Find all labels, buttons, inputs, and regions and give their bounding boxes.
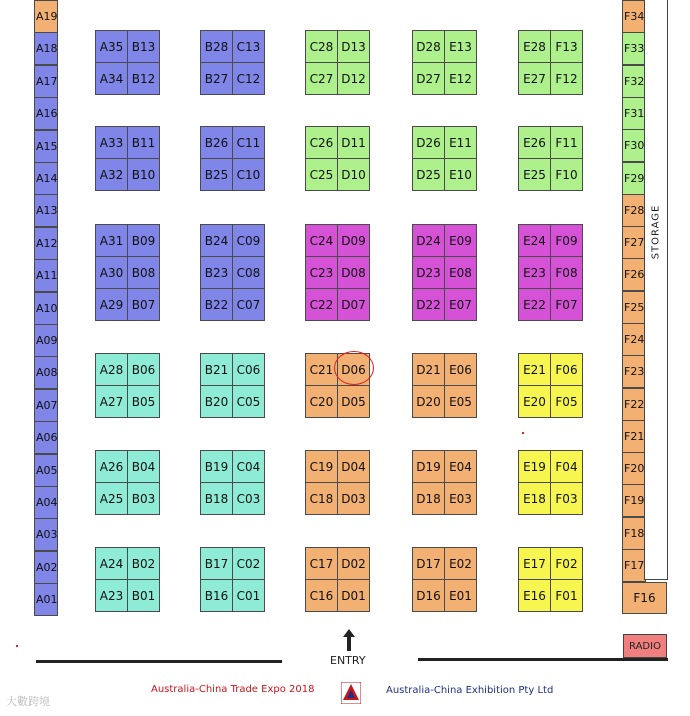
- booth-e21[interactable]: E21: [518, 353, 551, 386]
- booth-f10[interactable]: F10: [550, 158, 583, 191]
- booth-e07[interactable]: E07: [444, 288, 477, 321]
- booth-d05[interactable]: D05: [337, 385, 370, 418]
- booth-c20[interactable]: C20: [305, 385, 338, 418]
- booth-a24[interactable]: A24: [95, 547, 128, 580]
- booth-b22[interactable]: B22: [200, 288, 233, 321]
- booth-c03[interactable]: C03: [232, 482, 265, 515]
- booth-a25[interactable]: A25: [95, 482, 128, 515]
- booth-a11[interactable]: A11: [34, 259, 58, 292]
- booth-a31[interactable]: A31: [95, 224, 128, 257]
- booth-c09[interactable]: C09: [232, 224, 265, 257]
- booth-b13[interactable]: B13: [127, 30, 160, 63]
- booth-e04[interactable]: E04: [444, 450, 477, 483]
- booth-f03[interactable]: F03: [550, 482, 583, 515]
- booth-e03[interactable]: E03: [444, 482, 477, 515]
- booth-d11[interactable]: D11: [337, 126, 370, 159]
- booth-e26[interactable]: E26: [518, 126, 551, 159]
- booth-b26[interactable]: B26: [200, 126, 233, 159]
- booth-a26[interactable]: A26: [95, 450, 128, 483]
- marker-dot: [522, 432, 524, 434]
- booth-a01[interactable]: A01: [34, 583, 58, 616]
- booth-b23[interactable]: B23: [200, 256, 233, 289]
- booth-e23[interactable]: E23: [518, 256, 551, 289]
- booth-d25[interactable]: D25: [412, 158, 445, 191]
- booth-a03[interactable]: A03: [34, 518, 58, 551]
- booth-b17[interactable]: B17: [200, 547, 233, 580]
- booth-c23[interactable]: C23: [305, 256, 338, 289]
- booth-a08[interactable]: A08: [34, 356, 58, 389]
- booth-a17[interactable]: A17: [34, 65, 58, 98]
- booth-d07[interactable]: D07: [337, 288, 370, 321]
- booth-e06[interactable]: E06: [444, 353, 477, 386]
- booth-f28[interactable]: F28: [622, 194, 646, 227]
- booth-a07[interactable]: A07: [34, 389, 58, 422]
- booth-f24[interactable]: F24: [622, 323, 646, 356]
- booth-b05[interactable]: B05: [127, 385, 160, 418]
- booth-d19[interactable]: D19: [412, 450, 445, 483]
- entry-arrow-icon: [343, 629, 355, 651]
- booth-b18[interactable]: B18: [200, 482, 233, 515]
- booth-d28[interactable]: D28: [412, 30, 445, 63]
- booth-c13[interactable]: C13: [232, 30, 265, 63]
- booth-c07[interactable]: C07: [232, 288, 265, 321]
- booth-f26[interactable]: F26: [622, 258, 646, 291]
- booth-b06[interactable]: B06: [127, 353, 160, 386]
- booth-a12[interactable]: A12: [34, 227, 58, 260]
- booth-d08[interactable]: D08: [337, 256, 370, 289]
- booth-d02[interactable]: D02: [337, 547, 370, 580]
- booth-e18[interactable]: E18: [518, 482, 551, 515]
- booth-a32[interactable]: A32: [95, 158, 128, 191]
- booth-e16[interactable]: E16: [518, 579, 551, 612]
- booth-b21[interactable]: B21: [200, 353, 233, 386]
- booth-c19[interactable]: C19: [305, 450, 338, 483]
- booth-b07[interactable]: B07: [127, 288, 160, 321]
- booth-e01[interactable]: E01: [444, 579, 477, 612]
- booth-c26[interactable]: C26: [305, 126, 338, 159]
- booth-a10[interactable]: A10: [34, 292, 58, 325]
- booth-e17[interactable]: E17: [518, 547, 551, 580]
- booth-b03[interactable]: B03: [127, 482, 160, 515]
- booth-d18[interactable]: D18: [412, 482, 445, 515]
- booth-f21[interactable]: F21: [622, 420, 646, 453]
- booth-c05[interactable]: C05: [232, 385, 265, 418]
- booth-e05[interactable]: E05: [444, 385, 477, 418]
- radio-booth[interactable]: RADIO: [623, 634, 667, 658]
- booth-c28[interactable]: C28: [305, 30, 338, 63]
- booth-c16[interactable]: C16: [305, 579, 338, 612]
- booth-f22[interactable]: F22: [622, 388, 646, 421]
- booth-f11[interactable]: F11: [550, 126, 583, 159]
- booth-d06[interactable]: D06: [337, 353, 370, 386]
- footer-organizer: Australia-China Exhibition Pty Ltd: [386, 685, 554, 696]
- booth-f25[interactable]: F25: [622, 291, 646, 324]
- booth-a30[interactable]: A30: [95, 256, 128, 289]
- marker-dot: [16, 645, 18, 647]
- booth-a28[interactable]: A28: [95, 353, 128, 386]
- booth-e27[interactable]: E27: [518, 62, 551, 95]
- booth-d24[interactable]: D24: [412, 224, 445, 257]
- booth-d16[interactable]: D16: [412, 579, 445, 612]
- booth-b12[interactable]: B12: [127, 62, 160, 95]
- booth-f08[interactable]: F08: [550, 256, 583, 289]
- booth-a29[interactable]: A29: [95, 288, 128, 321]
- booth-d01[interactable]: D01: [337, 579, 370, 612]
- booth-b04[interactable]: B04: [127, 450, 160, 483]
- booth-a16[interactable]: A16: [34, 97, 58, 130]
- wall-right: [418, 658, 668, 661]
- booth-c17[interactable]: C17: [305, 547, 338, 580]
- booth-d27[interactable]: D27: [412, 62, 445, 95]
- booth-d20[interactable]: D20: [412, 385, 445, 418]
- booth-c11[interactable]: C11: [232, 126, 265, 159]
- booth-f17[interactable]: F17: [622, 549, 646, 582]
- booth-c12[interactable]: C12: [232, 62, 265, 95]
- booth-f09[interactable]: F09: [550, 224, 583, 257]
- booth-f16[interactable]: F16: [622, 582, 667, 614]
- booth-f18[interactable]: F18: [622, 517, 646, 550]
- wall-left: [36, 660, 282, 663]
- booth-f30[interactable]: F30: [622, 129, 646, 162]
- booth-b10[interactable]: B10: [127, 158, 160, 191]
- booth-e19[interactable]: E19: [518, 450, 551, 483]
- booth-a04[interactable]: A04: [34, 486, 58, 519]
- booth-f34[interactable]: F34: [622, 0, 646, 33]
- booth-f27[interactable]: F27: [622, 226, 646, 259]
- booth-b28[interactable]: B28: [200, 30, 233, 63]
- booth-c25[interactable]: C25: [305, 158, 338, 191]
- booth-b09[interactable]: B09: [127, 224, 160, 257]
- booth-f32[interactable]: F32: [622, 65, 646, 98]
- booth-b19[interactable]: B19: [200, 450, 233, 483]
- booth-f20[interactable]: F20: [622, 452, 646, 485]
- booth-d17[interactable]: D17: [412, 547, 445, 580]
- booth-b11[interactable]: B11: [127, 126, 160, 159]
- booth-b16[interactable]: B16: [200, 579, 233, 612]
- booth-d03[interactable]: D03: [337, 482, 370, 515]
- booth-a05[interactable]: A05: [34, 454, 58, 487]
- booth-f04[interactable]: F04: [550, 450, 583, 483]
- booth-d12[interactable]: D12: [337, 62, 370, 95]
- booth-b08[interactable]: B08: [127, 256, 160, 289]
- booth-a23[interactable]: A23: [95, 579, 128, 612]
- booth-a13[interactable]: A13: [34, 194, 58, 227]
- booth-c22[interactable]: C22: [305, 288, 338, 321]
- booth-f13[interactable]: F13: [550, 30, 583, 63]
- storage-label: STORAGE: [650, 204, 662, 260]
- booth-a33[interactable]: A33: [95, 126, 128, 159]
- booth-e11[interactable]: E11: [444, 126, 477, 159]
- booth-a14[interactable]: A14: [34, 162, 58, 195]
- booth-f02[interactable]: F02: [550, 547, 583, 580]
- booth-d26[interactable]: D26: [412, 126, 445, 159]
- booth-e20[interactable]: E20: [518, 385, 551, 418]
- booth-e25[interactable]: E25: [518, 158, 551, 191]
- booth-c21[interactable]: C21: [305, 353, 338, 386]
- booth-a19[interactable]: A19: [34, 0, 58, 33]
- booth-a35[interactable]: A35: [95, 30, 128, 63]
- booth-f06[interactable]: F06: [550, 353, 583, 386]
- booth-c04[interactable]: C04: [232, 450, 265, 483]
- booth-c08[interactable]: C08: [232, 256, 265, 289]
- booth-f31[interactable]: F31: [622, 97, 646, 130]
- booth-d10[interactable]: D10: [337, 158, 370, 191]
- booth-b02[interactable]: B02: [127, 547, 160, 580]
- booth-b01[interactable]: B01: [127, 579, 160, 612]
- booth-d13[interactable]: D13: [337, 30, 370, 63]
- booth-e24[interactable]: E24: [518, 224, 551, 257]
- booth-b24[interactable]: B24: [200, 224, 233, 257]
- booth-e13[interactable]: E13: [444, 30, 477, 63]
- booth-f12[interactable]: F12: [550, 62, 583, 95]
- booth-c01[interactable]: C01: [232, 579, 265, 612]
- booth-b25[interactable]: B25: [200, 158, 233, 191]
- booth-c02[interactable]: C02: [232, 547, 265, 580]
- booth-f29[interactable]: F29: [622, 162, 646, 195]
- booth-d04[interactable]: D04: [337, 450, 370, 483]
- booth-b20[interactable]: B20: [200, 385, 233, 418]
- booth-a09[interactable]: A09: [34, 324, 58, 357]
- watermark: 大數跨境: [6, 695, 50, 708]
- storage-area: [644, 0, 668, 580]
- booth-a06[interactable]: A06: [34, 421, 58, 454]
- footer-event-name: Australia-China Trade Expo 2018: [151, 684, 315, 695]
- booth-e12[interactable]: E12: [444, 62, 477, 95]
- booth-a18[interactable]: A18: [34, 32, 58, 65]
- booth-f19[interactable]: F19: [622, 484, 646, 517]
- booth-e09[interactable]: E09: [444, 224, 477, 257]
- booth-e02[interactable]: E02: [444, 547, 477, 580]
- booth-d21[interactable]: D21: [412, 353, 445, 386]
- booth-a15[interactable]: A15: [34, 130, 58, 163]
- highlight-circle: [334, 351, 374, 385]
- booth-f05[interactable]: F05: [550, 385, 583, 418]
- entry-label: ENTRY: [330, 654, 366, 667]
- organizer-logo-icon: [341, 682, 361, 704]
- booth-a27[interactable]: A27: [95, 385, 128, 418]
- booth-f01[interactable]: F01: [550, 579, 583, 612]
- booth-c27[interactable]: C27: [305, 62, 338, 95]
- booth-e08[interactable]: E08: [444, 256, 477, 289]
- booth-c18[interactable]: C18: [305, 482, 338, 515]
- booth-f07[interactable]: F07: [550, 288, 583, 321]
- booth-c06[interactable]: C06: [232, 353, 265, 386]
- booth-e22[interactable]: E22: [518, 288, 551, 321]
- booth-e10[interactable]: E10: [444, 158, 477, 191]
- booth-d23[interactable]: D23: [412, 256, 445, 289]
- booth-f23[interactable]: F23: [622, 355, 646, 388]
- booth-a34[interactable]: A34: [95, 62, 128, 95]
- booth-f33[interactable]: F33: [622, 32, 646, 65]
- booth-e28[interactable]: E28: [518, 30, 551, 63]
- booth-c10[interactable]: C10: [232, 158, 265, 191]
- booth-d22[interactable]: D22: [412, 288, 445, 321]
- booth-b27[interactable]: B27: [200, 62, 233, 95]
- booth-c24[interactable]: C24: [305, 224, 338, 257]
- booth-a02[interactable]: A02: [34, 551, 58, 584]
- booth-d09[interactable]: D09: [337, 224, 370, 257]
